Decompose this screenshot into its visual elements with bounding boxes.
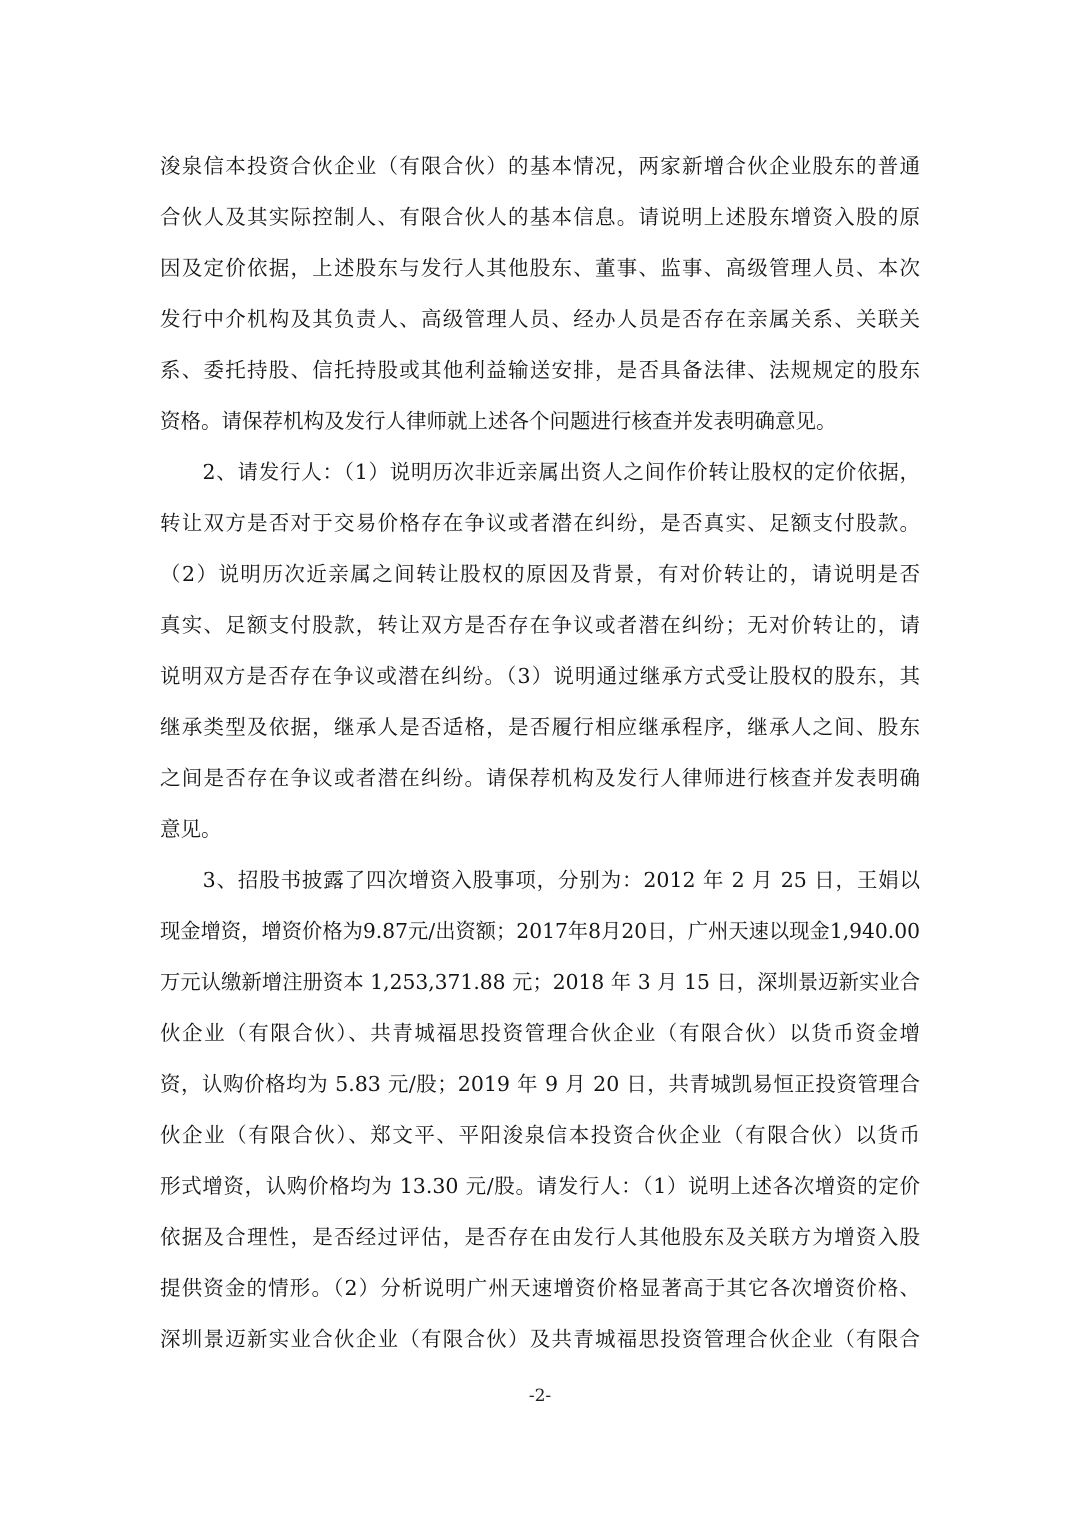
text-line: 现金增资，增资价格为9.87元/出资额；2017年8月20日，广州天速以现金1,940.00 [160,919,920,943]
text-line: 伙企业（有限合伙）、郑文平、平阳浚泉信本投资合伙企业（有限合伙）以货币 [160,1123,920,1147]
text-line: 意见。 [160,817,222,841]
text-line: 系、委托持股、信托持股或其他利益输送安排，是否具备法律、法规规定的股东 [160,358,920,382]
text-line: 浚泉信本投资合伙企业（有限合伙）的基本情况，两家新增合伙企业股东的普通 [160,154,920,178]
text-line: 继承类型及依据，继承人是否适格，是否履行相应继承程序，继承人之间、股东 [160,715,920,739]
text-line: （2）说明历次近亲属之间转让股权的原因及背景，有对价转让的，请说明是否 [160,562,920,586]
text-line: 合伙人及其实际控制人、有限合伙人的基本信息。请说明上述股东增资入股的原 [160,205,920,229]
text-line: 提供资金的情形。（2）分析说明广州天速增资价格显著高于其它各次增资价格、 [160,1276,920,1300]
text-line: 真实、足额支付股款，转让双方是否存在争议或者潜在纠纷；无对价转让的，请 [160,613,920,637]
text-line: 发行中介机构及其负责人、高级管理人员、经办人员是否存在亲属关系、关联关 [160,307,920,331]
text-line: 之间是否存在争议或者潜在纠纷。请保荐机构及发行人律师进行核查并发表明确 [160,766,920,790]
text-line: 资，认购价格均为 5.83 元/股；2019 年 9 月 20 日，共青城凯易恒正投资管理合 [160,1072,920,1096]
text-line: 转让双方是否对于交易价格存在争议或者潜在纠纷，是否真实、足额支付股款。 [160,511,920,535]
text-line: 深圳景迈新实业合伙企业（有限合伙）及共青城福思投资管理合伙企业（有限合 [160,1327,920,1351]
text-line: 3、招股书披露了四次增资入股事项，分别为：2012 年 2 月 25 日，王娟以 [160,868,920,892]
text-line: 因及定价依据，上述股东与发行人其他股东、董事、监事、高级管理人员、本次 [160,256,920,280]
text-line: 2、请发行人：（1）说明历次非近亲属出资人之间作价转让股权的定价依据， [160,460,920,484]
text-line: 依据及合理性，是否经过评估，是否存在由发行人其他股东及关联方为增资入股 [160,1225,920,1249]
text-line: 资格。请保荐机构及发行人律师就上述各个问题进行核查并发表明确意见。 [160,409,837,433]
text-line: 伙企业（有限合伙）、共青城福思投资管理合伙企业（有限合伙）以货币资金增 [160,1021,920,1045]
text-line: 万元认缴新增注册资本 1,253,371.88 元；2018 年 3 月 15 日，深圳景迈新实业合 [160,970,920,994]
text-line: 形式增资，认购价格均为 13.30 元/股。请发行人：（1）说明上述各次增资的定价 [160,1174,920,1198]
page-number: -2- [528,1386,552,1406]
text-line: 说明双方是否存在争议或潜在纠纷。（3）说明通过继承方式受让股权的股东，其 [160,664,920,688]
body-text [160,141,920,1365]
